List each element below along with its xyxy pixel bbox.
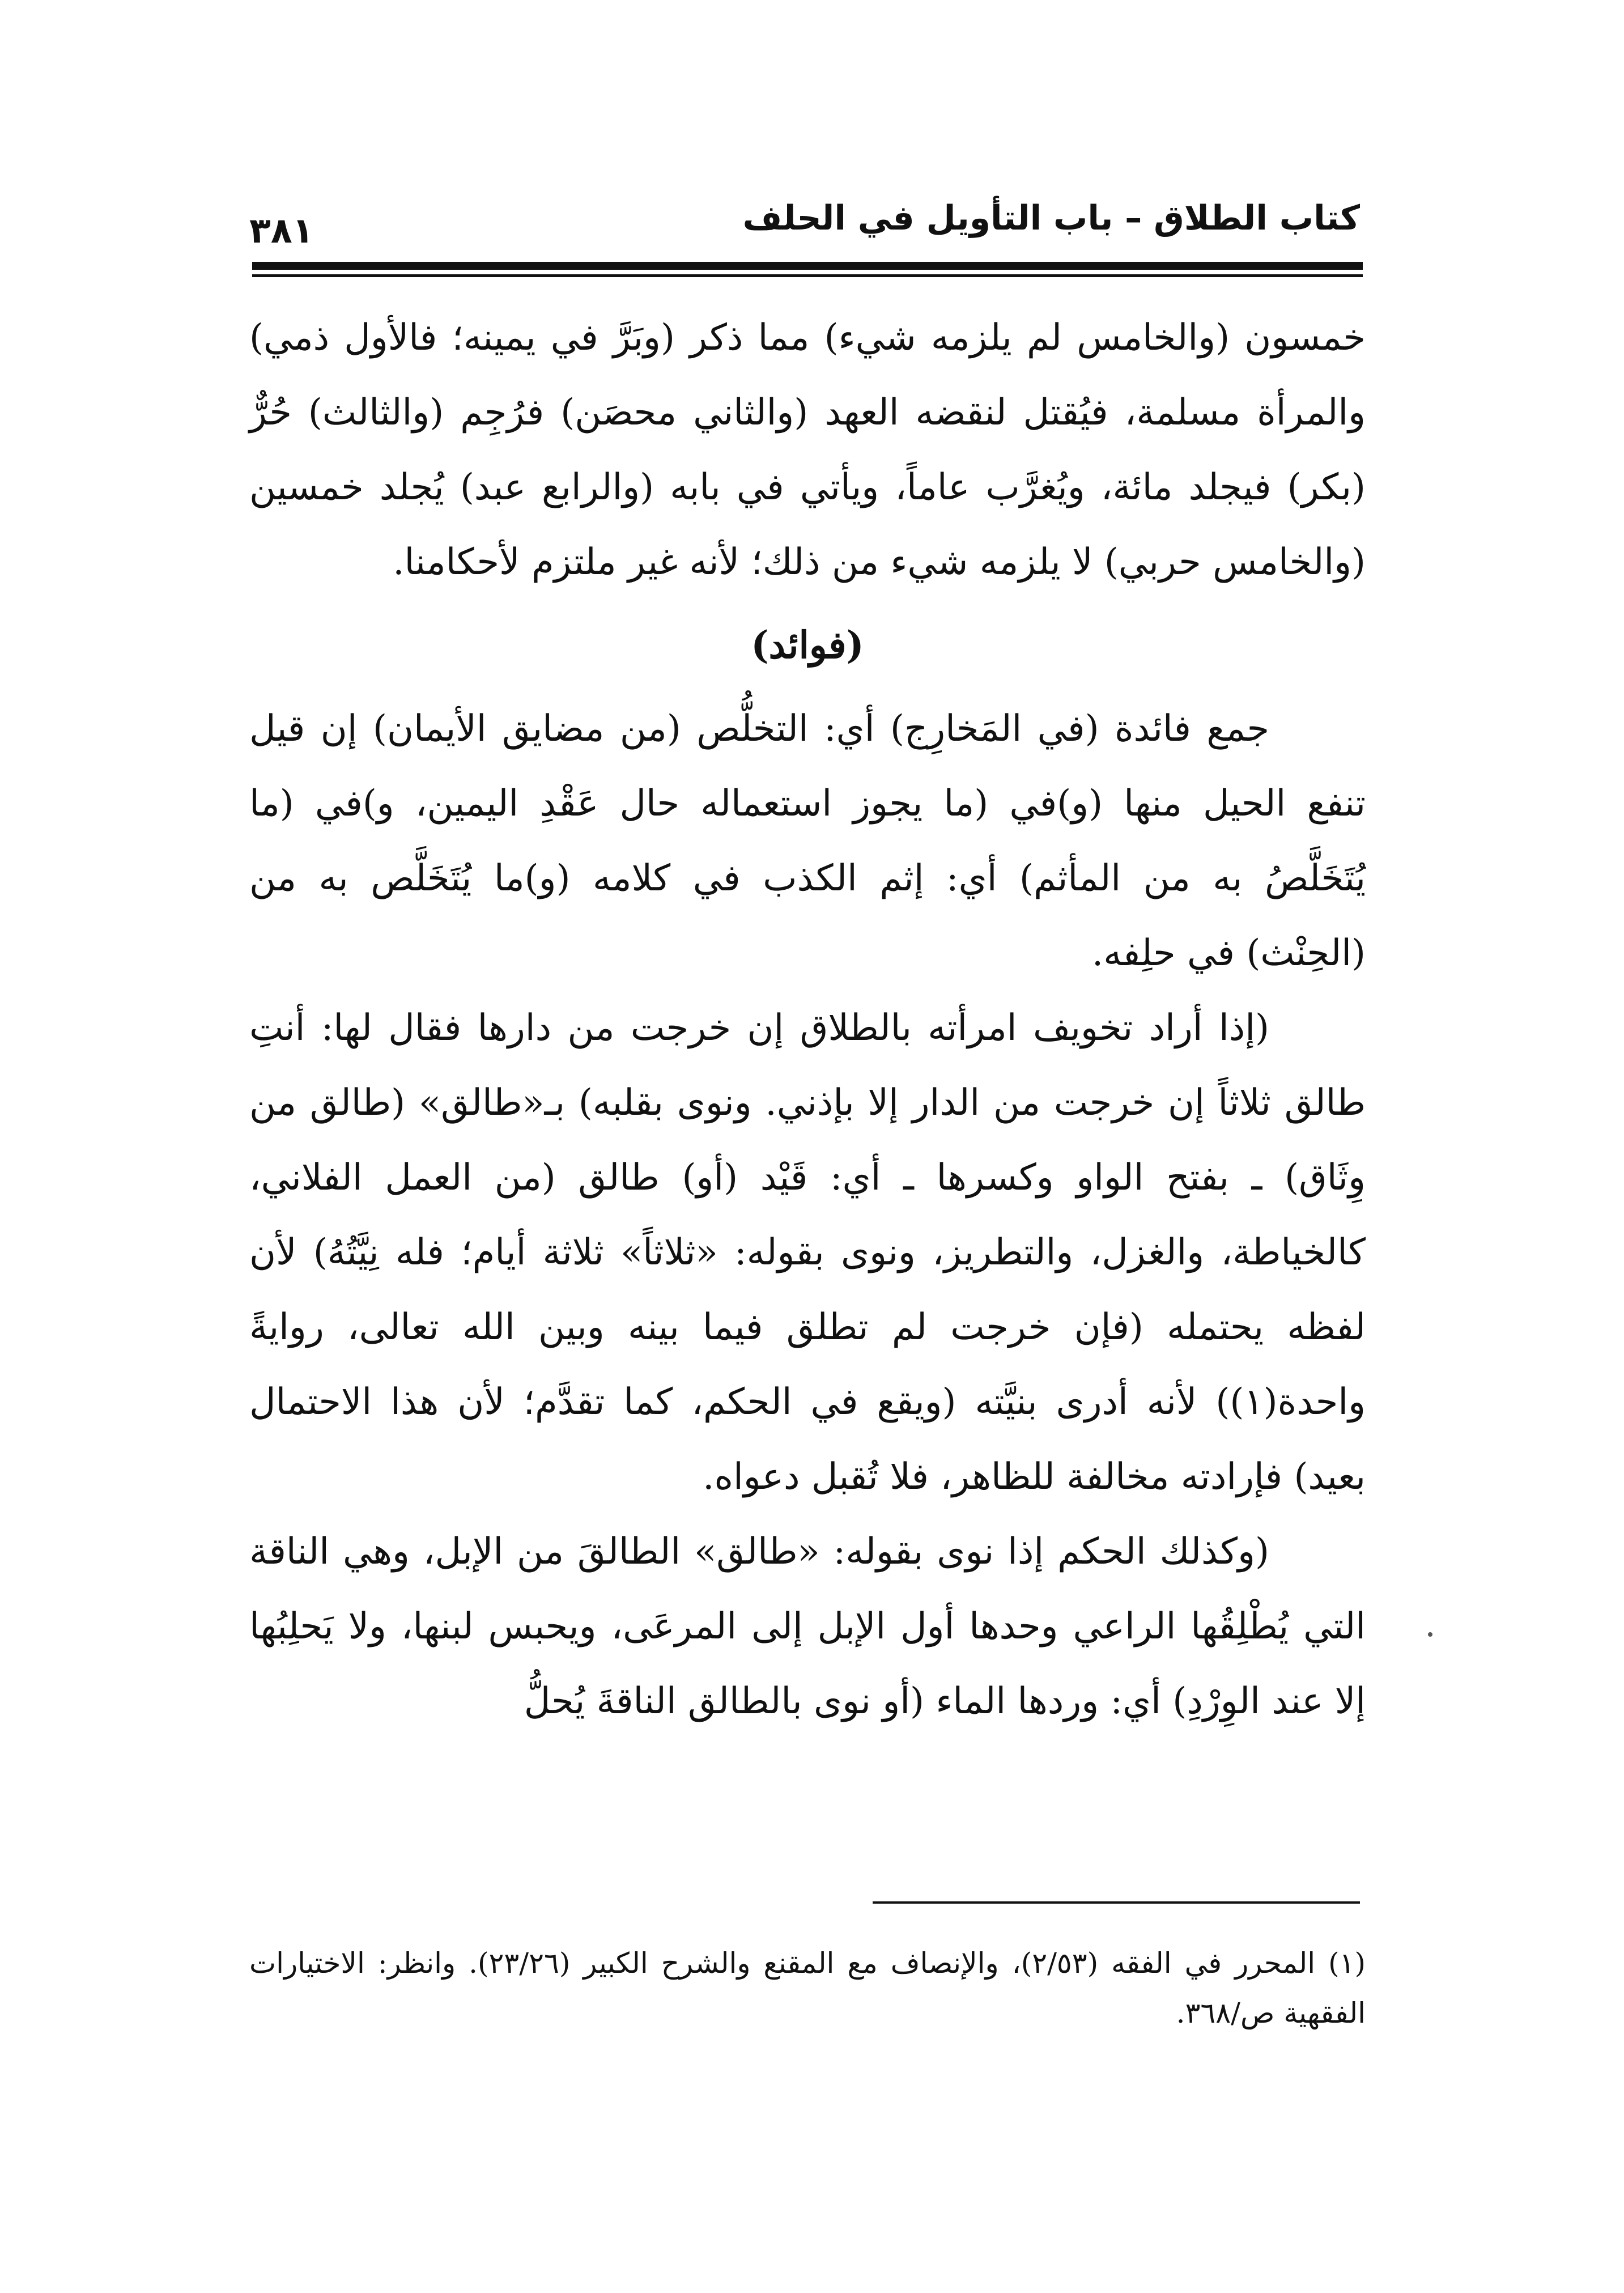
main-text — [249, 300, 1366, 1739]
header-rule-thick — [252, 262, 1363, 270]
paragraph-1: خمسون (والخامس لم يلزمه شيء) مما ذكر (وبَرَّ في يمينه؛ فالأول ذمي) والمرأة مسلمة، فيُقتل لنقضه العهد (والثاني محصَن) فرُجِم (والثالث) حُرٌّ (بكر) فيجلد مائة، ويُغرَّب عاماً، ويأتي في بابه (والرابع عبد) يُجلد خمسين (والخامس حربي) لا يلزمه شيء من ذلك؛ لأنه غير ملتزم لأحكامنا. — [249, 317, 1366, 583]
paragraph-3: (إذا أراد تخويف امرأته بالطلاق إن خرجت من دارها فقال لها: أنتِ طالق ثلاثاً إن خرجت من الدار إلا بإذني. ونوى بقلبه) بـ«طالق» (طالق من وِثَاق) ـ بفتح الواو وكسرها ـ أي: قَيْد (أو) طالق (من العمل الفلاني، كالخياطة، والغزل، والتطريز، ونوى بقوله: «ثلاثاً» ثلاثة أيام؛ فله نِيَّتُهُ) لأن لفظه يحتمله (فإن خرجت لم تطلق فيما بينه وبين الله تعالى، روايةً واحدة(١)) لأنه أدرى بنيَّته (ويقع في الحكم، كما تقدَّم؛ لأن هذا الاحتمال بعيد) فإرادته مخالفة للظاهر، فلا تُقبل دعواه. — [249, 1007, 1366, 1498]
footnote-separator — [873, 1901, 1360, 1904]
footnote-1: (١) المحرر في الفقه (٢/٥٣)، والإنصاف مع المقنع والشرح الكبير (٢٣/٢٦). وانظر: الاختيارات الفقهية ص/٣٦٨. — [249, 1947, 1366, 2029]
paragraph-4: (وكذلك الحكم إذا نوى بقوله: «طالق» الطالقَ من الإبل، وهي الناقة التي يُطْلِقُها الراعي وحدها أول الإبل إلى المرعَى، ويحبس لبنها، ولا يَحلِبُها إلا عند الوِرْدِ) أي: وردها الماء (أو نوى بالطالق الناقةَ يُحلُّ — [249, 1531, 1366, 1722]
page-number: ٣٨١ — [249, 210, 314, 251]
footnotes — [249, 1938, 1366, 2038]
running-title: كتاب الطلاق – باب التأويل في الحلف — [742, 198, 1360, 238]
margin-dot — [1428, 1632, 1432, 1637]
section-title: (فوائد) — [751, 623, 864, 667]
paragraph-2: جمع فائدة (في المَخارِج) أي: التخلُّص (من مضايق الأيمان) إن قيل تنفع الحيل منها (و)في (ما يجوز استعماله حال عَقْدِ اليمين، و)في (ما يُتَخَلَّصُ به من المأثم) أي: إثم الكذب في كلامه (و)ما يُتَخَلَّص به من (الحِنْث) في حلِفه. — [249, 708, 1366, 974]
page-header — [238, 187, 1360, 255]
header-rule-thin — [252, 274, 1363, 277]
